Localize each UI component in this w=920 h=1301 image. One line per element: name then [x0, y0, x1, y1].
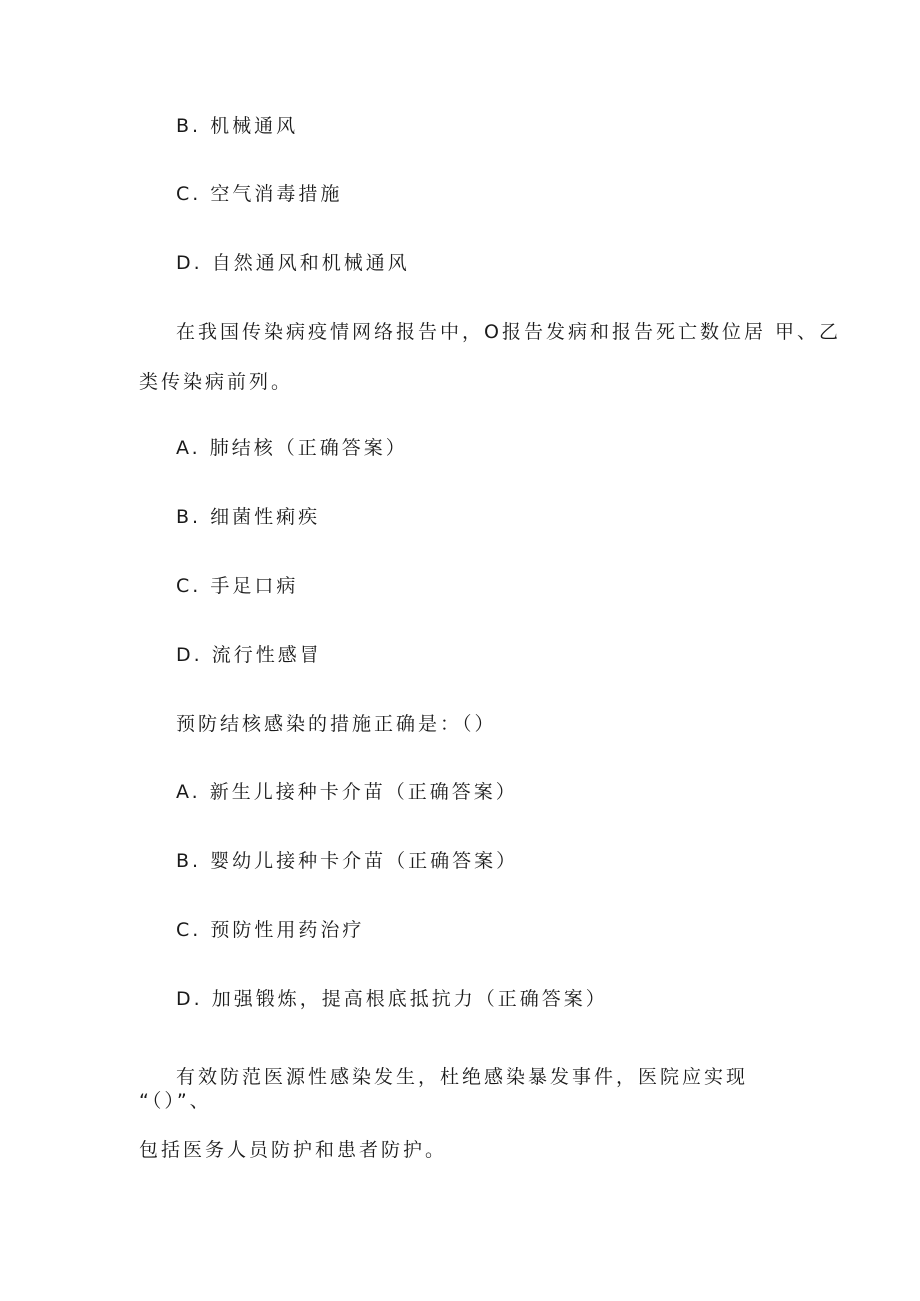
option-a-tuberculosis: A. 肺结核（正确答案）: [176, 437, 408, 459]
question-tb-prevention: 预防结核感染的措施正确是：（）: [176, 713, 497, 735]
option-b-bacillary-dysentery: B. 细菌性痢疾: [176, 506, 321, 528]
option-c-air-disinfection: C. 空气消毒措施: [176, 183, 343, 205]
option-d-strengthen-exercise: D. 加强锻炼，提高根底抵抗力（正确答案）: [176, 988, 608, 1010]
option-b-mechanical-ventilation: B. 机械通风: [176, 115, 299, 137]
question-notifiable-disease-line2: 类传染病前列。: [139, 371, 294, 393]
option-b-infant-bcg: B. 婴幼儿接种卡介苗（正确答案）: [176, 850, 519, 872]
question-nosocomial-line1: 有效防范医源性感染发生，杜绝感染暴发事件，医院应实现: [176, 1066, 749, 1088]
question-nosocomial-line2: “（）”、: [139, 1090, 212, 1112]
option-c-hand-foot-mouth: C. 手足口病: [176, 575, 299, 597]
option-d-influenza: D. 流行性感冒: [176, 644, 322, 666]
option-d-natural-and-mechanical: D. 自然通风和机械通风: [176, 252, 410, 274]
question-notifiable-disease-line1: 在我国传染病疫情网络报告中，O报告发病和报告死亡数位居 甲、乙: [176, 321, 841, 343]
question-nosocomial-line3: 包括医务人员防护和患者防护。: [139, 1139, 448, 1161]
option-a-newborn-bcg: A. 新生儿接种卡介苗（正确答案）: [176, 781, 518, 803]
option-c-preventive-medication: C. 预防性用药治疗: [176, 919, 365, 941]
